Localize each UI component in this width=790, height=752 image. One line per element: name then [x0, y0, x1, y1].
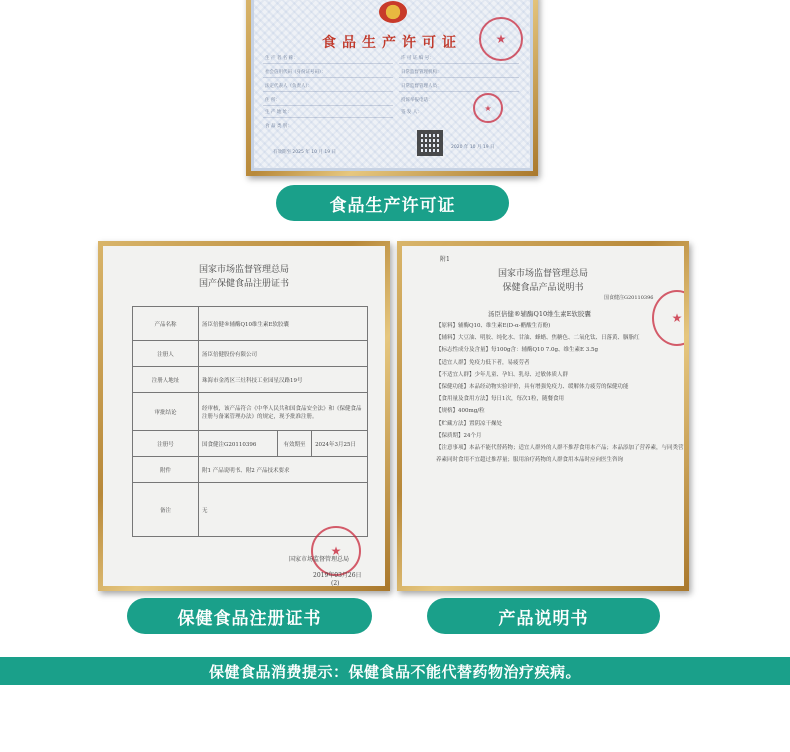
- table-row: [133, 307, 368, 341]
- license-right-field: 投诉举报电话：: [401, 98, 433, 103]
- red-seal-icon: ★: [473, 93, 503, 123]
- consumer-notice-banner: 保健食品消费提示：保健食品不能代替药物治疗疾病。: [0, 657, 790, 685]
- registration-frame: [98, 241, 390, 591]
- manual-line: 【适宜人群】免疫力低下者，易疲劳者: [436, 359, 530, 366]
- red-seal-icon: ★: [652, 290, 684, 346]
- manual-product-name: 汤臣倍健®辅酶Q10维生素E软胶囊: [488, 310, 591, 318]
- national-emblem-icon: [379, 1, 407, 23]
- license-issue-date: 2020 年 10 月 19 日: [451, 145, 495, 150]
- license-title: 食品生产许可证: [322, 35, 462, 51]
- footer-date: 2019年03月26日: [313, 572, 362, 579]
- row-value: 经审核，该产品符合《中华人民共和国食品安全法》和《保健食品注册与备案管理办法》的规定，现予批准注册。: [199, 393, 368, 431]
- license-line: [263, 105, 393, 106]
- registration-authority: 国家市场监督管理总局: [198, 265, 289, 275]
- manual-frame: [397, 241, 689, 591]
- registration-document: [103, 246, 385, 586]
- manual-line: 【规格】400mg/粒: [436, 408, 485, 415]
- license-field: 生 产 地 址：: [265, 110, 292, 115]
- table-row: [133, 341, 368, 367]
- manual-line: 【辅料】大豆油、明胶、纯化水、甘油、蜂蜡、焦糖色、二氧化钛、日落黄、胭脂红: [436, 335, 640, 342]
- table-row: [133, 457, 368, 483]
- row-label: 注册人地址: [133, 367, 199, 393]
- footer-page: (2): [331, 580, 340, 586]
- license-caption: 食品生产许可证: [276, 185, 509, 221]
- license-line: [399, 77, 519, 78]
- table-row: [133, 431, 368, 457]
- license-right-field: 日常监督管理机构：: [401, 70, 442, 75]
- manual-line: 【贮藏方法】置阴凉干燥处: [436, 420, 503, 427]
- manual-authority: 国家市场监督管理总局: [497, 269, 588, 279]
- license-validity: 有效期至 2025 年 10 月 19 日: [273, 150, 336, 155]
- license-line: [399, 91, 519, 92]
- registration-table: [132, 306, 368, 537]
- manual-reg-no: 国食健注G20110396: [604, 295, 654, 301]
- license-line: [263, 77, 393, 78]
- license-line: [399, 63, 519, 64]
- license-field: 生 产 者 名 称：: [265, 56, 298, 61]
- manual-line: 【标志性成分及含量】每100g含：辅酶Q10 7.0g、维生素E 3.5g: [436, 347, 599, 354]
- row-value: 珠海市金湾区三灶科技工业园星汉路19号: [199, 367, 368, 393]
- row-label: 附件: [133, 457, 199, 483]
- row-label: 备注: [133, 483, 199, 537]
- license-frame: [246, 0, 538, 176]
- row-label: 审批结论: [133, 393, 199, 431]
- license-document: [251, 0, 533, 171]
- registration-title: 国产保健食品注册证书: [198, 279, 289, 289]
- qr-code-icon: [417, 130, 443, 156]
- row-label: 产品名称: [133, 307, 199, 341]
- row-label: 注册号: [133, 431, 199, 457]
- manual-document: [402, 246, 684, 586]
- license-field: 食 品 类 别：: [265, 124, 292, 129]
- row-value: 2024年3月25日: [312, 431, 368, 457]
- row-label: 注册人: [133, 341, 199, 367]
- row-value: 附1 产品说明书、附2 产品技术要求: [199, 457, 368, 483]
- manual-title: 保健食品产品说明书: [502, 283, 584, 293]
- row-value: 汤臣倍健®辅酶Q10维生素E软胶囊: [199, 307, 368, 341]
- manual-line: 【食用量及食用方法】每日1次，每次1粒，随餐食用: [436, 396, 565, 403]
- license-right-field: 许 可 证 编 号：: [401, 56, 434, 61]
- row-value: 汤臣倍健股份有限公司: [199, 341, 368, 367]
- license-line: [263, 63, 393, 64]
- manual-line: 【不适宜人群】少年儿童、孕妇、乳母、过敏体质人群: [436, 371, 569, 378]
- license-right-field: 签 发 人：: [401, 110, 422, 115]
- license-right-field: 日常监督管理人员：: [401, 84, 442, 89]
- manual-line: 【保质期】24个月: [436, 432, 482, 439]
- table-row: [133, 367, 368, 393]
- license-field: 社会信用代码（身份证号码）：: [265, 70, 326, 75]
- row-value: 国食健注G20110396: [199, 431, 278, 457]
- license-field: 住 所：: [265, 98, 280, 103]
- row-value: 无: [199, 483, 368, 537]
- manual-line: 【保健功能】本品经动物实验评价，具有增强免疫力、缓解体力疲劳的保健功能: [436, 384, 629, 391]
- red-seal-icon: ★: [311, 526, 361, 576]
- manual-caption: 产品说明书: [427, 598, 660, 634]
- table-row: [133, 393, 368, 431]
- registration-caption: 保健食品注册证书: [127, 598, 372, 634]
- row-label: 有效期至: [278, 431, 312, 457]
- footer-authority: 国家市场监督管理总局: [289, 556, 350, 563]
- manual-appendix: 附1: [440, 256, 450, 263]
- manual-line: 【注意事项】本品不能代替药物；适宜人群外的人群不推荐食用本产品；本品添加了营养素，与同类营养素同时食用不宜超过推荐量；服用治疗药物的人群食用本品时应向医生咨询: [436, 445, 684, 464]
- license-line: [263, 117, 393, 118]
- manual-line: 【原料】辅酶Q10、维生素E(D-α-醋酸生育酚): [436, 323, 551, 329]
- manual-lines: [436, 320, 684, 466]
- license-line: [263, 91, 393, 92]
- license-field: 法定代表人（负责人）：: [265, 84, 313, 89]
- red-seal-icon: ★: [479, 17, 523, 61]
